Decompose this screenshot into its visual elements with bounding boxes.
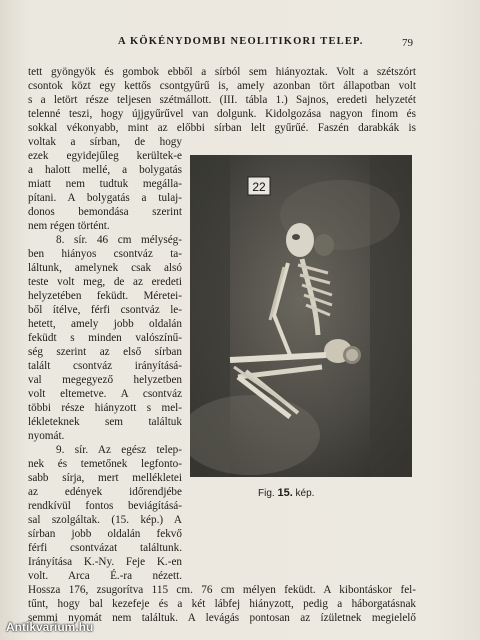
body-line: csontok közt egy kettős csontgyűrű is, amely azonban tört állapotban volt bbox=[28, 80, 416, 92]
body-line: sokkal vékonyabb, mint az előbbi sírban lelt gyűrűé. Faszén darabkák is bbox=[28, 122, 416, 134]
body-line: miatt nem tudtuk megálla- bbox=[28, 178, 182, 190]
body-line: helyzetében feküdt. Méretei- bbox=[28, 290, 182, 302]
body-line: nem régen történt. bbox=[28, 220, 110, 232]
body-line: ben hiányos csontváz ta- bbox=[28, 248, 182, 260]
body-line: sal szolgáltak. (15. kép.) A bbox=[28, 514, 182, 526]
body-line: a halott mellé, a bolygatás bbox=[28, 164, 182, 176]
body-line: semmi nyomát nem találtuk. A levágás pontosan az ízületnek megielelő bbox=[28, 612, 416, 624]
body-line: s a letört része teljesen szétmállott. (III. tábla 1.) Sajnos, eredeti helyzetét bbox=[28, 94, 416, 106]
body-line: többi része hiányzott s mel- bbox=[28, 402, 182, 414]
body-line: teste volt meg, de az eredeti bbox=[28, 276, 182, 288]
page-header bbox=[0, 36, 480, 52]
body-line: feküdt s minden valószínű- bbox=[28, 332, 182, 344]
body-line: hetett, amely jobb oldalán bbox=[28, 318, 182, 330]
body-line: nyomát. bbox=[28, 430, 65, 442]
body-line: 9. sír. Az egész telep- bbox=[56, 444, 182, 456]
figure-caption-prefix: Fig. bbox=[258, 488, 275, 499]
body-line: az edények időrendjébe bbox=[28, 486, 182, 498]
body-line: talált csontváz irányításá- bbox=[28, 360, 182, 372]
body-line: voltak a sírban, de hogy bbox=[28, 136, 182, 148]
figure-caption bbox=[258, 487, 314, 499]
body-line: val megegyező helyzetben bbox=[28, 374, 182, 386]
body-line: tett gyöngyök és gombok ebből a sírból sem hiányoztak. Volt a szétszórt bbox=[28, 66, 416, 78]
page-number: 79 bbox=[402, 37, 413, 49]
body-line: 8. sír. 46 cm mélység- bbox=[56, 234, 182, 246]
skeleton-photo-graphic bbox=[190, 155, 412, 477]
body-line: Hossza 176, zsugorítva 115 cm. 76 cm mélyen feküdt. A kibontáskor fel- bbox=[28, 584, 416, 596]
body-line: telenné teszi, hogy újjgyűrűvel van dolgunk. Kidolgozása nagyon finom és bbox=[28, 108, 416, 120]
body-line: sírban jobb oldalán fekvő bbox=[28, 528, 182, 540]
body-line: láltunk, amelynek csak alsó bbox=[28, 262, 182, 274]
body-line: donos bemondása szerint bbox=[28, 206, 182, 218]
body-line: volt eltemetve. A csontváz bbox=[28, 388, 182, 400]
body-line: Irányítása K.-Ny. Feje K.-en bbox=[28, 556, 182, 568]
body-line: pítani. A bolygatás a tulaj- bbox=[28, 192, 182, 204]
body-line: lékleteknek sem találtuk bbox=[28, 416, 182, 428]
body-line: sabb sírja, mert mellékletei bbox=[28, 472, 182, 484]
running-title: A KÖKÉNYDOMBI NEOLITIKORI TELEP. bbox=[118, 36, 364, 47]
body-line: tűnt, hogy bal kezefeje és a két lábfej hiányzott, pedig a háborgatásnak bbox=[28, 598, 416, 610]
body-line: férfi csontvázat találtunk. bbox=[28, 542, 182, 554]
body-line: ből ítélve, férfi csontváz le- bbox=[28, 304, 182, 316]
figure-caption-number: 15. bbox=[277, 487, 293, 499]
skull bbox=[286, 223, 314, 257]
site-watermark: Antikvarium.hu bbox=[6, 620, 94, 634]
svg-text:22: 22 bbox=[252, 180, 266, 194]
body-line: volt. Arca É.-ra nézett. bbox=[28, 570, 182, 582]
body-line: rendkívül fontos beviágításá- bbox=[28, 500, 182, 512]
body-line: ezek egyidejűleg kerültek-e bbox=[28, 150, 182, 162]
body-line: nek és temetőnek legfonto- bbox=[28, 458, 182, 470]
body-line: ség szerint az első sírban bbox=[28, 346, 182, 358]
figure-caption-suffix: kép. bbox=[295, 488, 315, 499]
grave-photograph bbox=[190, 155, 412, 477]
grave-number-card bbox=[248, 177, 270, 195]
